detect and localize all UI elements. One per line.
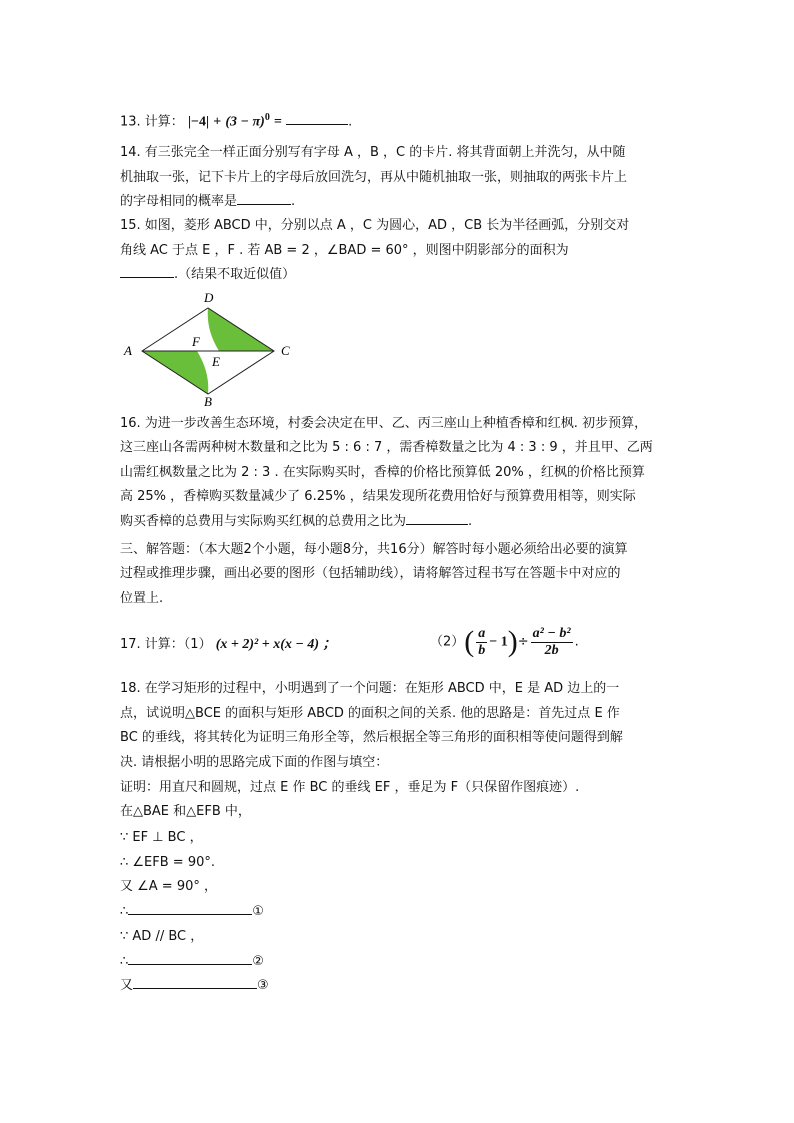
q18-blank-1[interactable] [128,902,252,915]
q17-minus-one: − 1 [489,634,508,650]
q13-eq: = [273,114,282,130]
q16-line5-text: 购买香樟的总费用与实际购买红枫的总费用之比为 [120,514,407,529]
q15-line2: 角线 AC 于点 E ，F . 若 AB = 2 ，∠BAD = 60° ，则图中阴影部分的面积为 [120,243,569,258]
q15-tail: .（结果不取近似值） [174,267,296,282]
q18-line4: 决. 请根据小明的思路完成下面的作图与填空： [120,755,389,770]
q16-answer-blank[interactable] [406,512,468,525]
q18-line7: ∵ EF ⊥ BC ， [120,830,203,845]
q18-line13 [120,976,269,996]
q16-line3: 山需红枫数量之比为 2 : 3 . 在实际购买时，香樟的价格比预算低 20% ，红枫的价格比预算 [120,465,645,480]
section3-line3: 位置上. [120,591,164,606]
q18-mark-2: ② [252,954,264,969]
q18-also: 又 [120,978,134,993]
q13-answer-blank[interactable] [286,112,348,125]
q15-line3 [120,265,295,285]
q18-therefore-2: ∴ [120,954,129,969]
label-b: B [204,394,212,408]
label-a: A [124,343,132,358]
q16-tail: . [468,514,473,529]
q18-line3: BC 的垂线，将其转化为证明三角形全等，然后根据全等三角形的面积相等使问题得到解 [120,730,623,745]
q18-line2: 点，试说明△BCE 的面积与矩形 ABCD 的面积之间的关系. 他的思路是：首先过点 E 作 [120,706,620,721]
q13-paren: (3 − π) [225,114,265,130]
q14-answer-blank[interactable] [237,192,291,205]
q16-line5 [120,512,472,532]
section3-line1: 三、解答题：（本大题2个小题，每小题8分，共16分）解答时每小题必须给出必要的演算 [120,542,628,557]
q16-line1: 16. 为进一步改善生态环境，村委会决定在甲、乙、丙三座山上种植香樟和红枫. 初步预算， [120,416,648,431]
q13-line [120,108,352,132]
label-f: F [192,334,200,349]
q14-line2: 机抽取一张，记下卡片上的字母后放回洗匀，再从中随机抽取一张，则抽取的两张卡片上 [120,170,628,185]
q15-answer-blank[interactable] [120,265,174,278]
label-d: D [204,290,214,305]
q17-part2-label: （2） [430,634,465,650]
q13-plus: + [213,114,222,130]
q18-line5: 证明：用直尺和圆规，过点 E 作 BC 的垂线 EF ，垂足为 F（只保留作图痕迹）. [120,780,580,795]
q18-line1: 18. 在学习矩形的过程中，小明遇到了一个问题：在矩形 ABCD 中，E 是 AD 边上的一 [120,681,620,696]
q18-mark-1: ① [252,904,264,919]
q18-line10 [120,902,264,922]
section3-line2: 过程或推理步骤，画出必要的图形（包括辅助线），请将解答过程书写在答题卡中对应的 [120,566,621,581]
q16-line4: 高 25% ，香樟购买数量减少了 6.25% ，结果发现所花费用恰好与预算费用相等，则实际 [120,489,636,504]
q18-line9: 又 ∠A = 90° ， [120,879,218,894]
q14-tail: . [291,194,296,209]
q17-tail: . [574,634,579,650]
label-c: C [281,343,290,358]
rhombus-figure [118,290,303,408]
q18-therefore-1: ∴ [120,904,129,919]
q17-part1: (x + 2)² + x(x − 4) ； [215,637,337,652]
q14-line3-text: 的字母相同的概率是 [120,194,238,209]
q18-blank-3[interactable] [133,976,257,989]
q17-div: ÷ [517,634,529,650]
q18-line11: ∵ AD // BC ， [120,929,204,944]
q17-frac1: $\frac{a}{b}$ [478,625,486,658]
q14-line1: 14. 有三张完全一样正面分别写有字母 A ，B ，C 的卡片. 将其背面朝上并洗匀，从中随 [120,145,626,160]
q18-blank-2[interactable] [128,952,252,965]
q13-tail: . [348,114,353,130]
q17-line [120,628,337,662]
q18-mark-3: ③ [257,978,269,993]
label-e: E [212,354,220,369]
q15-line1: 15. 如图，菱形 ABCD 中，分别以点 A ，C 为圆心，AD ，CB 长为半径画弧，分别交对 [120,218,630,233]
q14-line3 [120,192,295,212]
q17-part2: （2）( $\frac{a}{b}$ − 1)÷ $\frac{\text{a² − b²}}{2b}$ . [430,625,579,658]
q13-abs: |−4| [187,114,210,130]
q13-exponent: 0 [264,112,270,123]
q18-line12 [120,952,264,972]
q16-line2: 这三座山各需两种树木数量和之比为 5 : 6 : 7 ，需香樟数量之比为 4 : 3 : 9 ，并且甲、乙两 [120,440,653,455]
q13-label: 13. 计算： [120,114,184,130]
q17-label: 17. 计算：（1） [120,637,212,652]
q18-line8: ∴ ∠EFB = 90°. [120,855,215,870]
q18-line6: 在△BAE 和△EFB 中， [120,804,251,819]
q17-frac2: $\frac{\text{a² − b²}}{2b}$ [532,625,571,658]
